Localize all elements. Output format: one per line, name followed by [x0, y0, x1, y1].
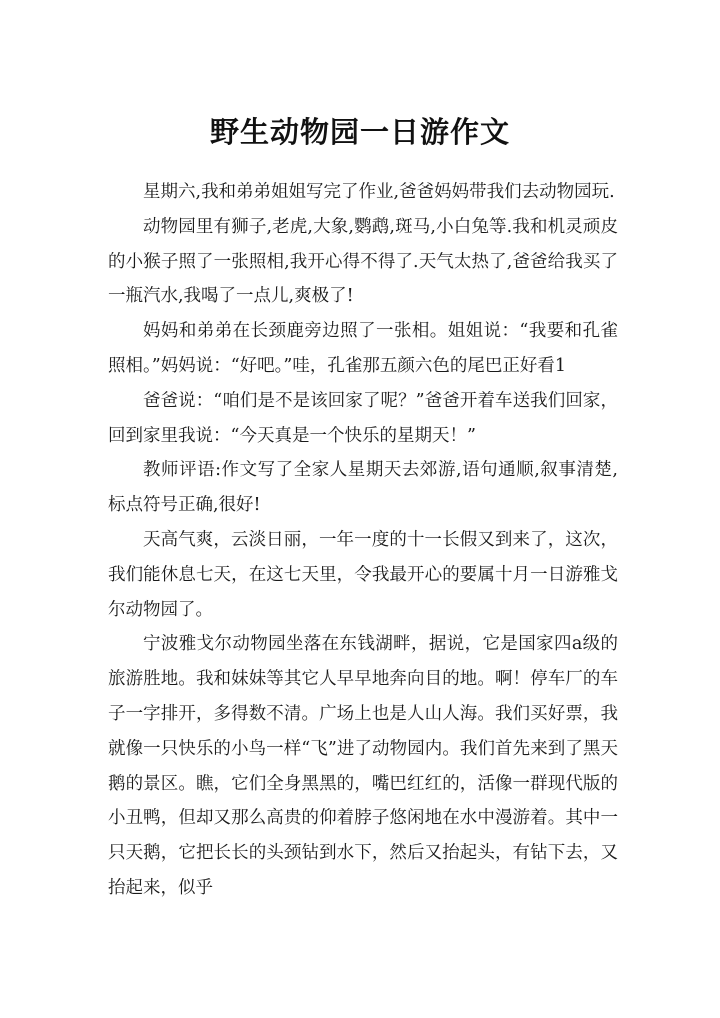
paragraph: 宁波雅戈尔动物园坐落在东钱湖畔，据说，它是国家四a级的旅游胜地。我和妹妹等其它人早早地奔向目的地。啊！停车厂的车子一字排开，多得数不清。广场上也是人山人海。我们买好票，我就像一只快乐的小鸟一样“飞”进了动物园内。我们首先来到了黑天鹅的景区。瞧，它们全身黑黑的，嘴巴红红的，活像一群现代版的小丑鸭，但却又那么高贵的仰着脖子悠闲地在水中漫游着。其中一只天鹅，它把长长的头颈钻到水下，然后又抬起头，有钻下去，又抬起来，似乎 — [108, 634, 618, 898]
document-title: 野生动物园一日游作文 — [209, 115, 510, 149]
paragraph: 妈妈和弟弟在长颈鹿旁边照了一张相。姐姐说：“我要和孔雀照相。”妈妈说：“好吧。”哇，孔雀那五颜六色的尾巴正好看1 — [108, 321, 618, 376]
paragraph: 教师评语:作文写了全家人星期天去郊游,语句通顺,叙事清楚,标点符号正确,很好! — [108, 460, 618, 516]
paragraph: 天高气爽，云淡日丽，一年一度的十一长假又到来了，这次，我们能休息七天，在这七天里，令我最开心的要属十月一日游雅戈尔动物园了。 — [108, 529, 618, 620]
paragraph: 星期六,我和弟弟姐姐写完了作业,爸爸妈妈带我们去动物园玩. — [143, 182, 615, 202]
paragraph: 爸爸说：“咱们是不是该回家了呢？”爸爸开着车送我们回家，回到家里我说：“今天真是一个快乐的星期天！” — [108, 390, 618, 446]
paragraph: 动物园里有狮子,老虎,大象,鹦鹉,斑马,小白兔等.我和机灵顽皮的小猴子照了一张照相,我开心得不得了.天气太热了,爸爸给我买了一瓶汽水,我喝了一点儿,爽极了! — [108, 216, 618, 307]
document-body — [108, 175, 618, 906]
